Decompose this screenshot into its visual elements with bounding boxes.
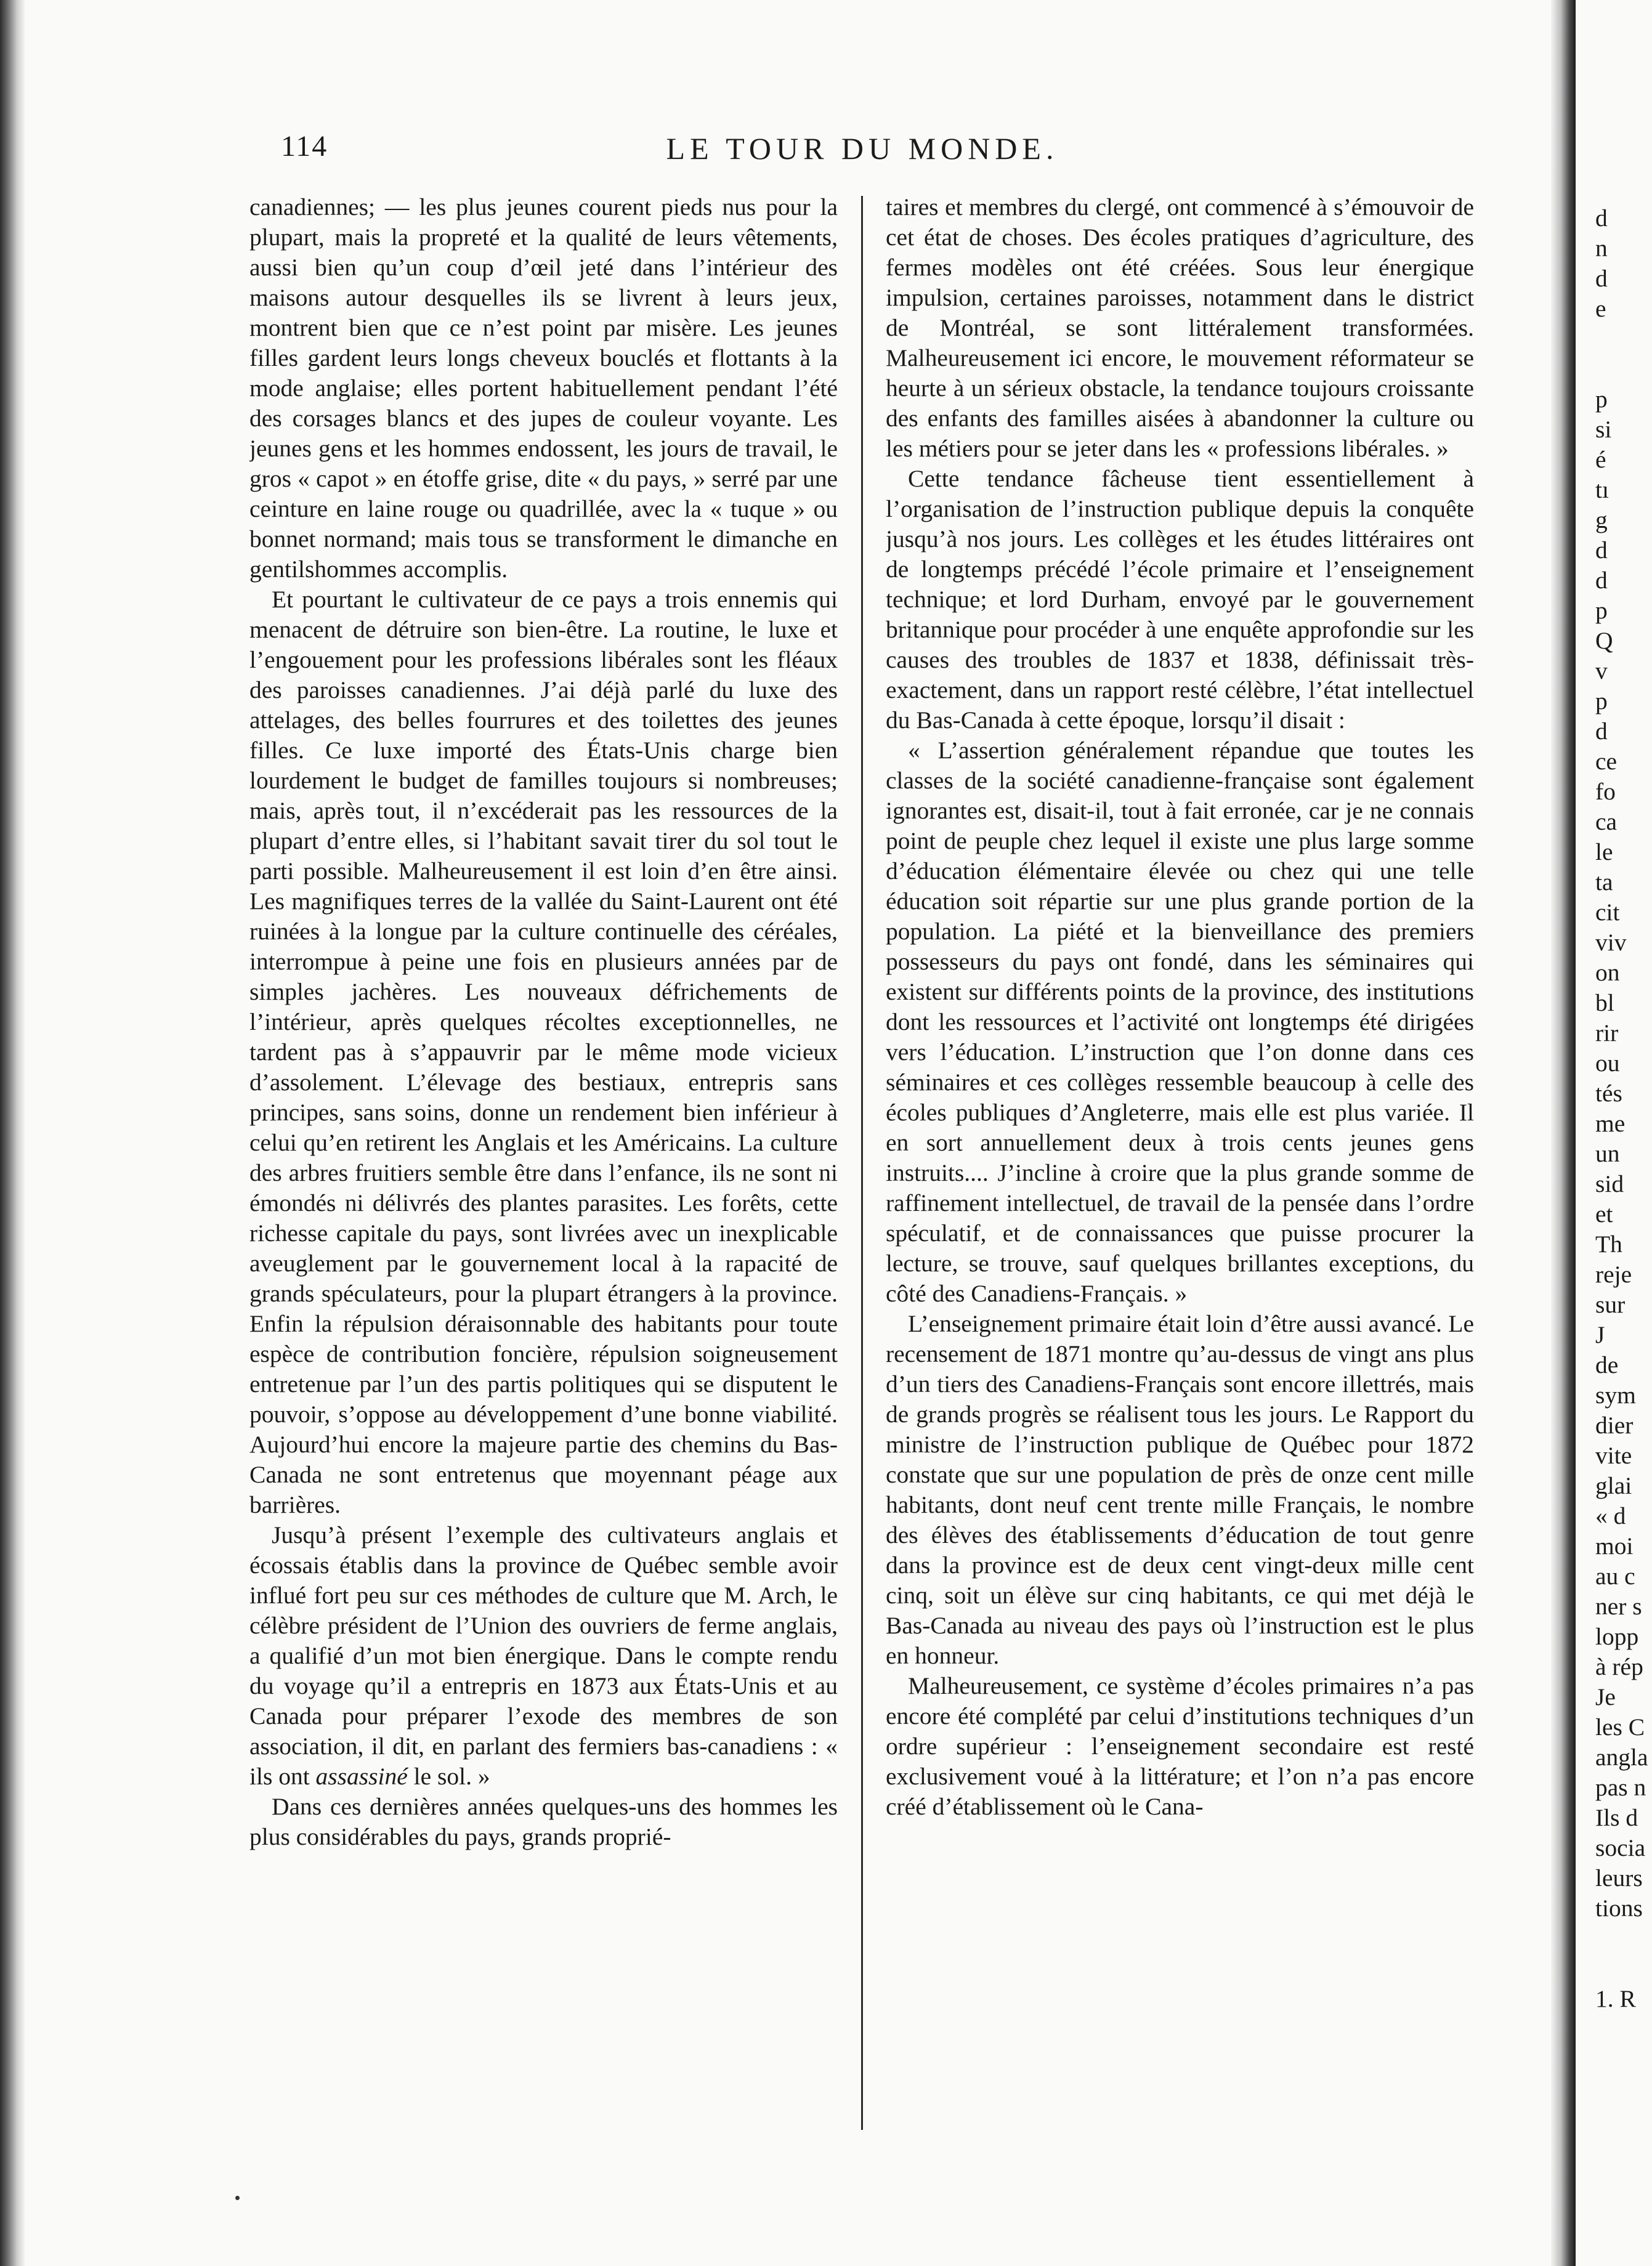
paragraph: canadiennes; — les plus jeunes courent pieds nus pour la plupart, mais la propreté et la qualité de leurs vêtements, aussi bien qu’un coup d’œil jeté dans l’intérieur des maisons autour desquelles ils se livrent à leurs jeux, montrent bien que ce n’est point par misère. Les jeunes filles gardent leurs longs cheveux bouclés et flottants à la mode anglaise; elles portent habituellement pendant l’été des corsages blancs et des jupes de couleur voyante. Les jeunes gens et les hommes endossent, les jours de travail, le gros « capot » en étoffe grise, dite « du pays, » serré par une ceinture en laine rouge ou quadrillée, avec la « tuque » ou bonnet normand; mais tous se transforment le dimanche en gentilshommes accomplis. — [249, 193, 838, 583]
next-page-fragment: d — [1595, 265, 1608, 292]
next-page-fragment: tı — [1595, 476, 1609, 503]
next-page-fragment: g — [1595, 506, 1608, 533]
paragraph: Cette tendance fâcheuse tient essentiellement à l’organisation de l’instruction publique depuis la conquête jusqu’à nos jours. Les collèges et les études littéraires ont de longtemps précédé l’école primaire et l’enseignement technique; et lord Durham, envoyé par le gouvernement britannique pour procéder à une enquête approfondie sur les causes des troubles de 1837 et 1838, définissait très-exactement, dans un rapport resté célèbre, l’état intellectuel du Bas-Canada à cette époque, lorsqu’il disait : — [886, 465, 1474, 734]
page-binding-shadow-left — [0, 0, 25, 2266]
next-page-fragment: d — [1595, 204, 1608, 232]
next-page-fragment: ta — [1595, 868, 1613, 896]
next-page-fragment: on — [1595, 959, 1620, 986]
journal-title: LE TOUR DU MONDE. — [666, 131, 1059, 166]
next-page-fragment: glai — [1595, 1472, 1632, 1499]
next-page-fragment: lopp — [1595, 1623, 1639, 1650]
next-page-fragment: de — [1595, 1351, 1619, 1378]
next-page-fragment: et — [1595, 1200, 1613, 1228]
next-page-fragment: d — [1595, 718, 1608, 745]
next-page-fragment: sid — [1595, 1170, 1624, 1197]
quotation-paragraph: « L’assertion généralement répandue que toutes les classes de la société canadienne-française sont également ignorantes est, disait-il, tout à fait erronée, car je ne connais point de peuple chez lequel il existe une plus large somme d’éducation élémentaire élevée ou chez qui une telle éducation soit répartie sur une plus grande portion de la population. La piété et la bienveillance des premiers possesseurs du pays ont fondé, dans les séminaires qui existent sur différents points de la province, des institutions dont les ressources et l’activité ont longtemps été dirigées vers l’éducation. L’instruction que l’on donne dans ces séminaires et ces collèges ressemble beaucoup à celle des écoles publiques d’Angleterre, mais elle est plus variée. Il en sort annuellement deux à trois cents jeunes gens instruits.... J’incline à croire que la plus grande somme de raffinement intellectuel, de travail de la pensée dans l’ordre spéculatif, et de connaissances que puisse procurer la lecture, se trouve, sauf quelques brillantes exceptions, du côté des Canadiens-Français. » — [886, 737, 1474, 1307]
next-page-fragment: ou — [1595, 1050, 1620, 1077]
next-page-fragment: Q — [1595, 627, 1613, 654]
paragraph — [249, 1520, 838, 1792]
paragraph-tail: le sol. » — [407, 1763, 490, 1790]
next-page-fragment: leurs — [1595, 1864, 1643, 1892]
next-page-fragment: e — [1595, 295, 1606, 322]
next-page-top-fragments — [1595, 203, 1652, 324]
next-page-fragment: p — [1595, 386, 1608, 413]
next-page-fragment: angla — [1595, 1744, 1648, 1771]
next-page-fragment: sym — [1595, 1382, 1636, 1409]
running-head — [259, 129, 1466, 179]
paragraph-text: Jusqu’à présent l’exemple des cultivateurs anglais et écossais établis dans la province de Québec semble avoir influé fort peu sur ces méthodes de culture que M. Arch, le célèbre président de l’Union des ouvriers de ferme anglais, a qualifié d’un mot bien énergique. Dans le compte rendu du voyage qu’il a entrepris en 1873 aux États-Unis et au Canada pour préparer l’exode des membres de son association, il dit, en parlant des fermiers bas-canadiens : « ils ont — [249, 1521, 838, 1790]
next-page-fragment: au c — [1595, 1563, 1635, 1590]
next-page-fragment: cit — [1595, 899, 1620, 926]
emphasis-word: assassiné — [315, 1763, 408, 1790]
paragraph: Dans ces dernières années quelques-uns des hommes les plus considérables du pays, grands proprié- — [249, 1793, 838, 1850]
next-page-fragment: sur — [1595, 1291, 1626, 1318]
next-page-fragment: rir — [1595, 1019, 1619, 1046]
next-page-fragment: ca — [1595, 808, 1618, 835]
next-page-fragment: ner s — [1595, 1593, 1642, 1620]
next-page-fragment: Je — [1595, 1683, 1616, 1710]
next-page-fragment: reje — [1595, 1261, 1632, 1288]
column-divider — [861, 196, 863, 2130]
left-column — [249, 192, 838, 2139]
next-page-fragment: moi — [1595, 1532, 1634, 1560]
next-page-fragment: Ils d — [1595, 1804, 1638, 1831]
next-page-fragment: les C — [1595, 1714, 1645, 1741]
next-page-fragment: é — [1595, 446, 1606, 473]
next-page-fragment: me — [1595, 1110, 1626, 1137]
next-page-fragment: d — [1595, 567, 1608, 594]
next-page-fragment: p — [1595, 687, 1608, 714]
page-number: 114 — [281, 130, 328, 163]
page-gutter-shadow-right — [1551, 0, 1576, 2266]
next-page-fragment: si — [1595, 416, 1612, 443]
next-page-fragment: un — [1595, 1140, 1620, 1167]
next-page-fragment: n — [1595, 235, 1608, 262]
next-page-fragment: bl — [1595, 989, 1614, 1016]
paragraph: Et pourtant le cultivateur de ce pays a trois ennemis qui menacent de détruire son bien-être. La routine, le luxe et l’engouement pour les professions libérales sont les fléaux des paroisses canadiennes. J’ai déjà parlé du luxe des attelages, des belles fourrures et des toilettes des jeunes filles. Ce luxe importé des États-Unis charge bien lourdement le budget de familles toujours si nombreuses; mais, après tout, il n’excéderait pas les ressources de la plupart d’entre elles, si l’habitant savait tirer du sol tout le parti possible. Malheureusement il est loin d’en être ainsi. Les magnifiques terres de la vallée du Saint-Laurent ont été ruinées à la longue par la culture continuelle des céréales, interrompue à peine une fois en plusieurs années par de simples jachères. Les nouveaux défrichements de l’intérieur, après quelques récoltes exceptionnelles, ne tardent pas à s’appauvrir par le même mode vicieux d’assolement. L’élevage des bestiaux, entrepris sans principes, sans soins, donne un rendement bien inférieur à celui qu’en retirent les Anglais et les Américains. La culture des arbres fruitiers semble être dans l’enfance, ils ne sont ni émondés ni délivrés des plantes parasites. Les forêts, cette richesse capitale du pays, sont livrées avec un inexplicable aveuglement par le gouvernement local à la rapacité de grands spéculateurs, pour la plupart étrangers à la province. Enfin la répulsion déraisonnable des habitants pour toute espèce de contribution foncière, répulsion soigneusement entretenue par l’un des partis politiques qui se disputent le pouvoir, s’oppose au développement d’une bonne viabilité. Aujourd’hui encore la majeure partie des chemins du Bas-Canada ne sont entretenus que moyennant péage aux barrières. — [249, 586, 838, 1518]
next-page-fragment: ce — [1595, 748, 1618, 775]
next-page-fragment: dier — [1595, 1412, 1634, 1439]
paragraph: Malheureusement, ce système d’écoles primaires n’a pas encore été complété par celui d’institutions techniques d’un ordre supérieur : l’enseignement secondaire est resté exclusivement voué à la littérature; et l’on n’a pas encore créé d’établissement où le Cana- — [886, 1672, 1474, 1820]
next-page-fragment: le — [1595, 838, 1613, 865]
paragraph: L’enseignement primaire était loin d’être aussi avancé. Le recensement de 1871 montre qu’au-dessus de vingt ans plus d’un tiers des Canadiens-Français sont encore illettrés, mais de grands progrès se réalisent tous les jours. Le Rapport du ministre de l’instruction publique de Québec pour 1872 constate que sur une population de près de onze cent mille habitants, dont neuf cent trente mille Français, le nombre des élèves des établissements d’éducation de tout genre dans la province est de deux cent vingt-deux mille cent cinq, soit un élève sur cinq habitants, ce qui met déjà le Bas-Canada au niveau des pays où l’instruction est le plus en honneur. — [886, 1310, 1474, 1669]
next-page-fragment: « d — [1595, 1502, 1626, 1529]
paper-speck — [235, 2196, 240, 2200]
next-page-fragment: pas n — [1595, 1774, 1646, 1801]
next-page-fragment: v — [1595, 657, 1608, 684]
next-page-gap — [1595, 324, 1652, 384]
next-page-fragment: J — [1595, 1321, 1605, 1348]
paragraph: taires et membres du clergé, ont commencé à s’émouvoir de cet état de choses. Des écoles pratiques d’agriculture, des fermes modèles ont été créées. Sous leur énergique impulsion, certaines paroisses, notamment dans le district de Montréal, se sont littéralement transformées. Malheureusement ici encore, le mouvement réformateur se heurte à un sérieux obstacle, la tendance toujours croissante des enfants des familles aisées à abandonner la culture ou les métiers pour se jeter dans les « professions libérales. » — [886, 193, 1474, 462]
next-page-fragment: tions — [1595, 1895, 1643, 1922]
next-page-fragment: socia — [1595, 1834, 1646, 1861]
next-page-fragment: Th — [1595, 1231, 1622, 1258]
next-page-fragment: fo — [1595, 778, 1616, 805]
next-page-fragment: viv — [1595, 929, 1627, 956]
next-page-fragment: à rép — [1595, 1653, 1643, 1680]
next-page-fragment: vite — [1595, 1442, 1632, 1469]
right-column — [886, 192, 1474, 2139]
next-page-middle-fragments — [1595, 384, 1652, 1924]
next-page-fragment: tés — [1595, 1080, 1622, 1107]
next-page-fragment: p — [1595, 597, 1608, 624]
next-page-gap — [1595, 1924, 1652, 1984]
next-page-edge — [1595, 203, 1652, 2143]
next-page-footnote: 1. R — [1595, 1985, 1636, 2012]
next-page-fragment: d — [1595, 536, 1608, 564]
